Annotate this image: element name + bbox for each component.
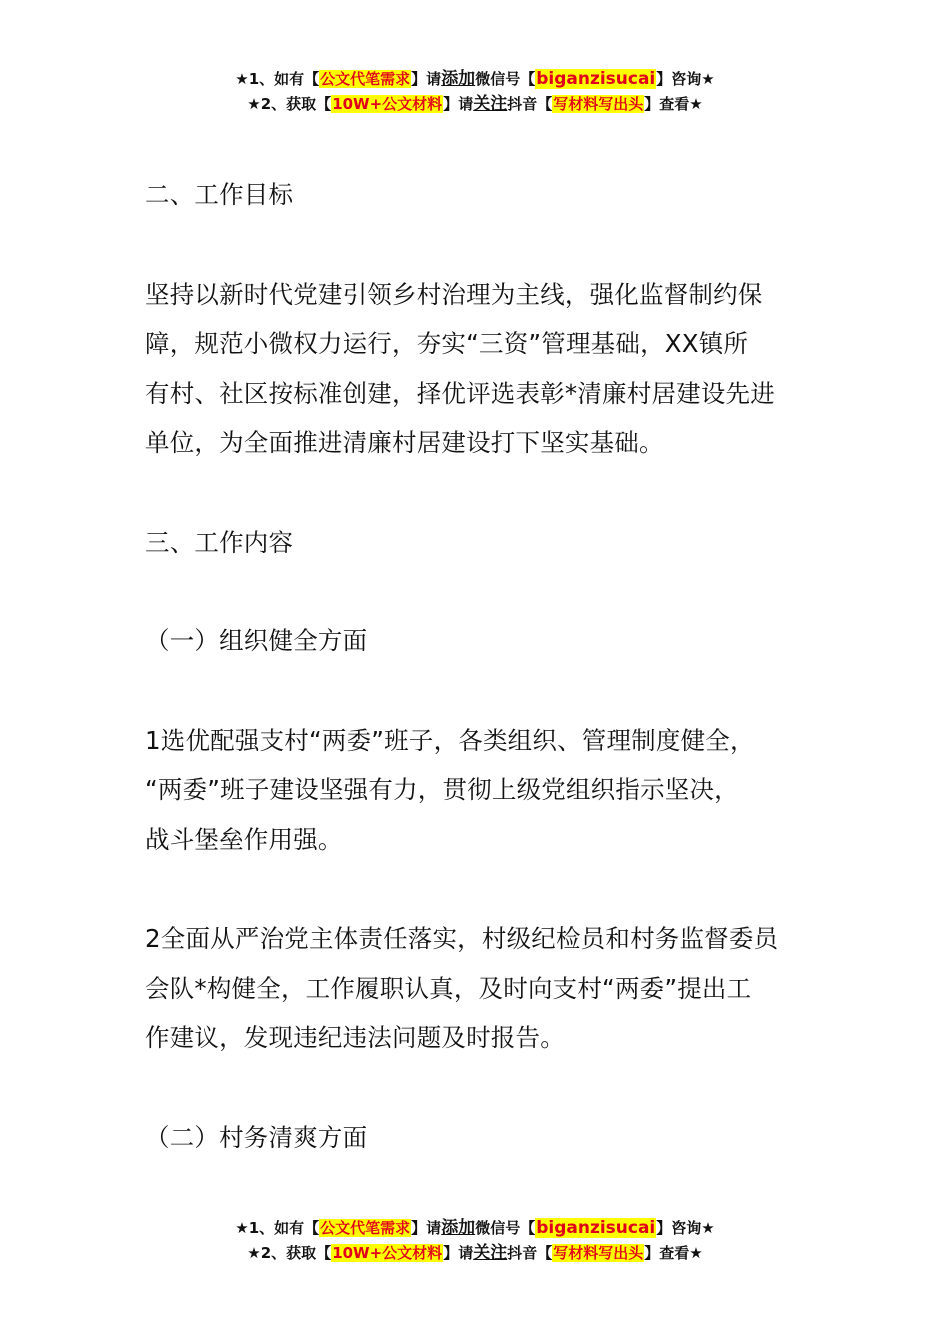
paragraph-line: 作建议，发现违纪违法问题及时报告。 (145, 1023, 565, 1052)
header-banner (0, 67, 950, 117)
banner-text: 】查看★ (644, 95, 703, 113)
banner-text: ★2、获取【 (247, 95, 332, 113)
section-heading: 二、工作目标 (145, 180, 294, 209)
section-heading: 三、工作内容 (145, 527, 294, 557)
paragraph-line: 障，规范小微权力运行，夯实“三资”管理基础，XX镇所 (145, 329, 749, 358)
footer-banner (0, 1216, 950, 1266)
banner-highlight: 10W+公文材料 (332, 95, 443, 113)
banner-highlight: 写材料写出头 (553, 95, 644, 113)
banner-text: 】请 (443, 1244, 474, 1262)
banner-text: ★1、如有【 (235, 70, 320, 88)
banner-line-1 (0, 1216, 950, 1241)
banner-text: 】请 (443, 95, 474, 113)
banner-highlight: biganzisucai (536, 69, 656, 89)
paragraph-line: 1选优配强支村“两委”班子，各类组织、管理制度健全， (145, 725, 755, 755)
banner-highlight: 10W+公文材料 (332, 1244, 443, 1262)
banner-line-2 (0, 92, 950, 117)
banner-line-1 (0, 67, 950, 92)
paragraph-line: 单位，为全面推进清廉村居建设打下坚实基础。 (145, 428, 664, 457)
banner-underline: 关注 (473, 94, 508, 114)
banner-text: 微信号【 (475, 70, 536, 88)
banner-text: 】请 (411, 70, 442, 88)
paragraph-line: “两委”班子建设坚强有力，贯彻上级党组织指示坚决， (145, 775, 739, 804)
paragraph-line: 战斗堡垒作用强。 (145, 824, 343, 854)
banner-line-2 (0, 1241, 950, 1266)
banner-underline: 关注 (473, 1243, 508, 1263)
banner-text: ★1、如有【 (235, 1219, 320, 1237)
paragraph-line: 会队*构健全，工作履职认真，及时向支村“两委”提出工 (145, 973, 752, 1003)
banner-text: 】咨询★ (656, 1219, 715, 1237)
banner-text: 抖音【 (507, 1244, 553, 1262)
document-body (145, 170, 810, 1162)
paragraph-line: 2全面从严治党主体责任落实，村级纪检员和村务监督委员 (145, 924, 779, 953)
banner-text: 微信号【 (475, 1219, 536, 1237)
banner-highlight: biganzisucai (536, 1218, 656, 1238)
banner-highlight: 写材料写出头 (553, 1244, 644, 1262)
subsection-heading: （一）组织健全方面 (145, 626, 368, 655)
paragraph (145, 914, 810, 1063)
banner-text: 】请 (411, 1219, 442, 1237)
banner-underline: 添加 (441, 1218, 476, 1238)
banner-text: 抖音【 (507, 95, 553, 113)
banner-text: 】咨询★ (656, 70, 715, 88)
subsection-heading: （二）村务清爽方面 (145, 1122, 368, 1152)
banner-highlight: 公文代笔需求 (320, 1219, 411, 1237)
banner-underline: 添加 (441, 69, 476, 89)
paragraph-line: 有村、社区按标准创建，择优评选表彰*清廉村居建设先进 (145, 378, 775, 408)
banner-text: 】查看★ (644, 1244, 703, 1262)
paragraph (145, 716, 810, 865)
banner-highlight: 公文代笔需求 (320, 70, 411, 88)
paragraph (145, 270, 810, 468)
banner-text: ★2、获取【 (247, 1244, 332, 1262)
paragraph-line: 坚持以新时代党建引领乡村治理为主线，强化监督制约保 (145, 279, 763, 309)
